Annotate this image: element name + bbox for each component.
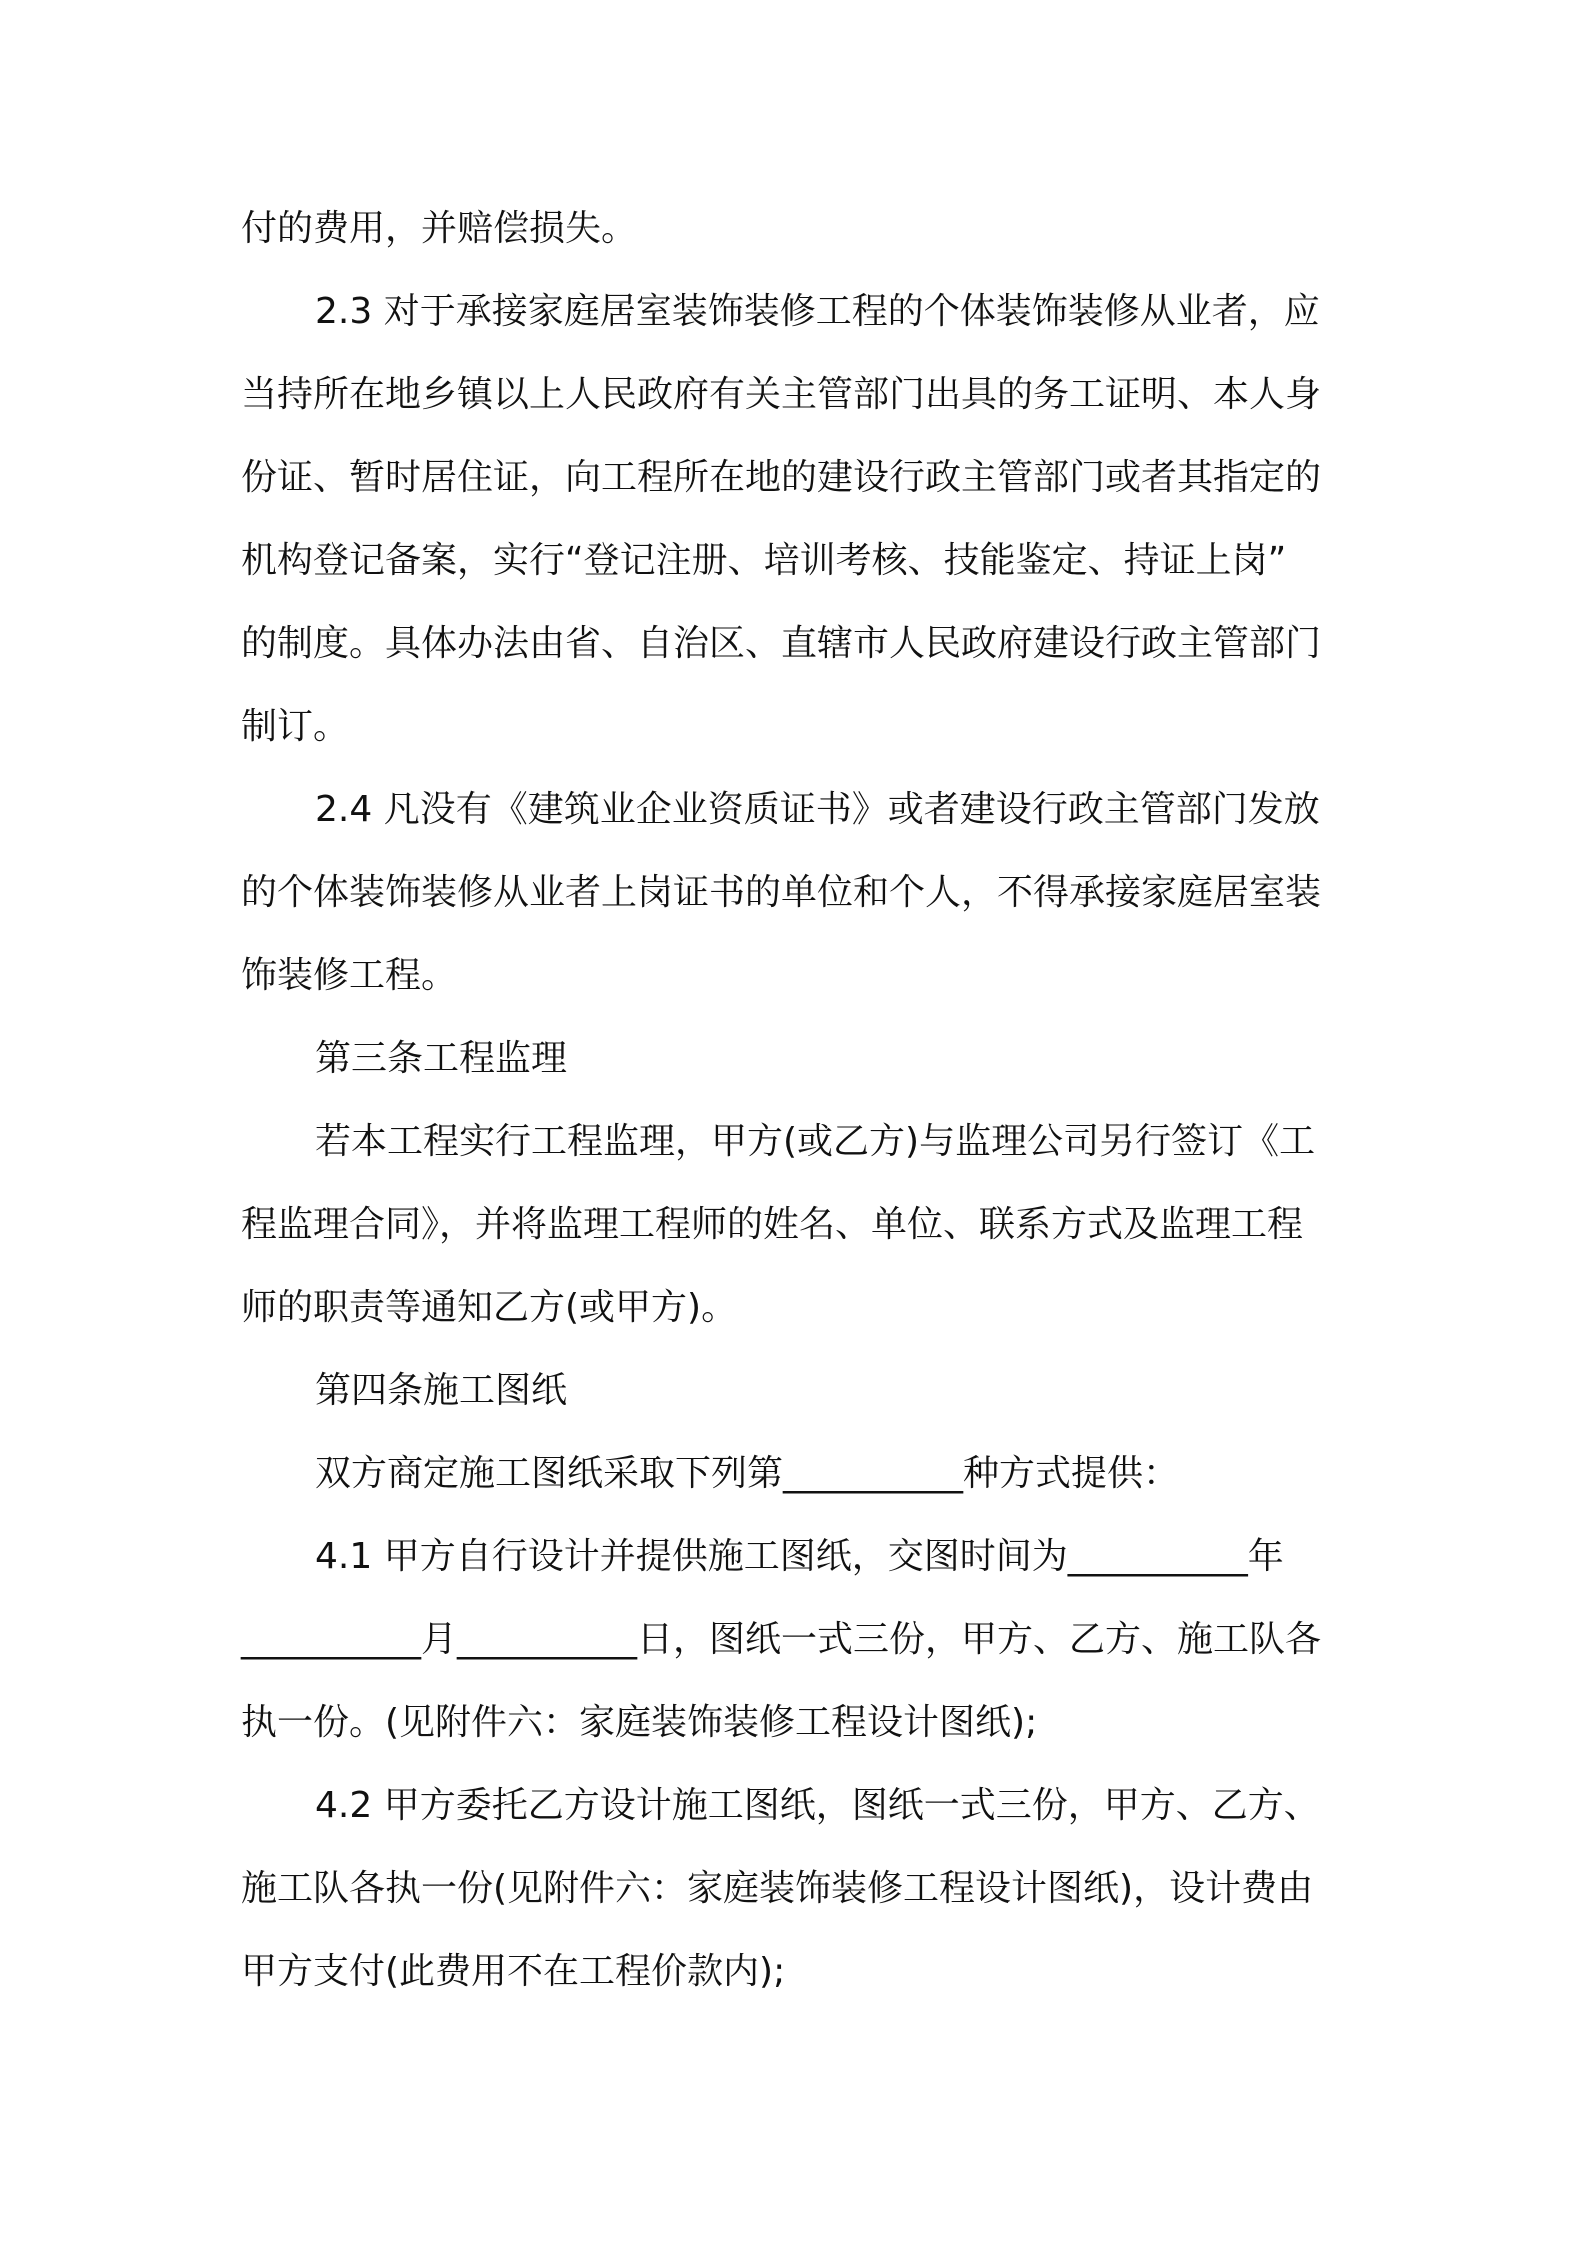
text-line: 4.2 甲方委托乙方设计施工图纸，图纸一式三份，甲方、乙方、 (315, 1785, 1320, 1826)
text-line: 饰装修工程。 (241, 955, 458, 996)
text-line: 施工队各执一份(见附件六：家庭装饰装修工程设计图纸)，设计费由 (241, 1868, 1314, 1909)
text-line: 机构登记备案，实行“登记注册、培训考核、技能鉴定、持证上岗” (241, 540, 1287, 581)
text-line: 当持所在地乡镇以上人民政府有关主管部门出具的务工证明、本人身 (241, 374, 1322, 415)
text-line: 2.4 凡没有《建筑业企业资质证书》或者建设行政主管部门发放 (315, 789, 1320, 830)
text-line: __________月__________日，图纸一式三份，甲方、乙方、施工队各 (241, 1619, 1322, 1660)
text-line: 付的费用，并赔偿损失。 (241, 208, 638, 249)
section-heading: 第三条工程监理 (315, 1038, 568, 1079)
text-line: 执一份。(见附件六：家庭装饰装修工程设计图纸); (241, 1702, 1038, 1743)
section-heading: 第四条施工图纸 (315, 1370, 568, 1411)
text-line: 双方商定施工图纸采取下列第__________种方式提供： (315, 1453, 1180, 1494)
text-line: 的制度。具体办法由省、自治区、直辖市人民政府建设行政主管部门 (241, 623, 1322, 664)
text-line: 若本工程实行工程监理，甲方(或乙方)与监理公司另行签订《工 (315, 1121, 1316, 1162)
text-line: 2.3 对于承接家庭居室装饰装修工程的个体装饰装修从业者，应 (315, 291, 1320, 332)
text-line: 程监理合同》，并将监理工程师的姓名、单位、联系方式及监理工程 (241, 1204, 1304, 1245)
text-line: 师的职责等通知乙方(或甲方)。 (241, 1287, 738, 1328)
text-line: 的个体装饰装修从业者上岗证书的单位和个人，不得承接家庭居室装 (241, 872, 1322, 913)
text-line: 份证、暂时居住证，向工程所在地的建设行政主管部门或者其指定的 (241, 457, 1322, 498)
text-line: 制订。 (241, 706, 350, 747)
text-line: 4.1 甲方自行设计并提供施工图纸，交图时间为__________年 (315, 1536, 1284, 1577)
text-line: 甲方支付(此费用不在工程价款内); (241, 1951, 786, 1992)
